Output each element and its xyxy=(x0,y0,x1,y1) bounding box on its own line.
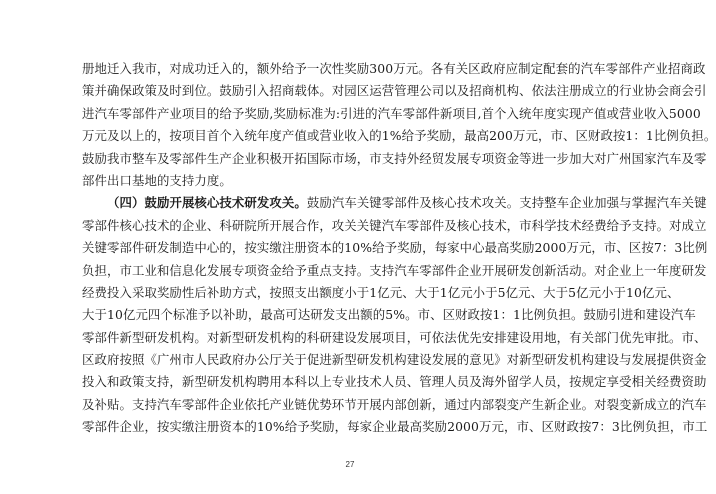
text-line: 大于10亿元四个标准予以补助，最高可达研发支出额的5%。市、区财政按1：1比例负担。鼓励引进和建设汽车 xyxy=(82,307,696,323)
text-line: 投入和政策支持，新型研发机构聘用本科以上专业技术人员、管理人员及海外留学人员，按规定享受相关经费资助 xyxy=(82,374,707,390)
text-line: 零部件新型研发机构。对新型研发机构的科研建设发展项目，可依法优先安排建设用地，有关部门优先审批。市、 xyxy=(82,329,707,345)
text-line: 鼓励我市整车及零部件生产企业积极开拓国际市场，市支持外经贸发展专项资金等进一步加大对广州国家汽车及零 xyxy=(82,150,707,166)
text-line: 策并确保政策及时到位。鼓励引入招商载体。对园区运营管理公司以及招商机构、依法注册成立的行业协会商会引 xyxy=(82,83,707,99)
text-line: 负担，市工业和信息化发展专项资金给予重点支持。支持汽车零部件企业开展研发创新活动。对企业上一年度研发 xyxy=(82,262,707,278)
text-line: 进汽车零部件产业项目的给予奖励,奖励标准为:引进的汽车零部件新项目,首个入统年度实现产值或营业收入5000 xyxy=(82,105,701,121)
text-line: 零部件核心技术的企业、科研院所开展合作，攻关关键汽车零部件及核心技术，市科学技术经费给予支持。对成立 xyxy=(82,217,707,233)
section-text: 鼓励汽车关键零部件及核心技术攻关。支持整车企业加强与掌握汽车关键 xyxy=(306,195,707,211)
text-line: 部件出口基地的支持力度。 xyxy=(82,172,232,188)
text-line: 及补贴。支持汽车零部件企业依托产业链优势环节开展内部创新，通过内部裂变产生新企业。对裂变新成立的汽车 xyxy=(82,396,707,412)
section-heading-line xyxy=(82,192,707,214)
text-line: 册地迁入我市，对成功迁入的，额外给予一次性奖励300万元。各有关区政府应制定配套的汽车零部件产业招商政 xyxy=(82,61,706,76)
section-heading: （四）鼓励开展核心技术研发攻关。 xyxy=(107,195,307,211)
text-line: 关键零部件研发制造中心的，按实缴注册资本的10%给予奖励，每家中心最高奖励2000万元，市、区按7：3比例 xyxy=(82,240,708,256)
page-number: 27 xyxy=(345,460,355,469)
body-text xyxy=(82,58,716,439)
text-line: 经费投入采取奖励性后补助方式，按照支出额度小于1亿元、大于1亿元小于5亿元、大于5亿元小于10亿元、 xyxy=(82,284,680,300)
text-line: 零部件企业，按实缴注册资本的10%给予奖励，每家企业最高奖励2000万元，市、区财政按7：3比例负担，市工 xyxy=(82,419,708,435)
text-line: 万元及以上的，按项目首个入统年度产值或营业收入的1%给予奖励，最高200万元，市、区财政按1：1比例负担。 xyxy=(82,128,716,144)
text-line: 区政府按照《广州市人民政府办公厅关于促进新型研发机构建设发展的意见》对新型研发机构建设与发展提供资金 xyxy=(82,352,707,368)
